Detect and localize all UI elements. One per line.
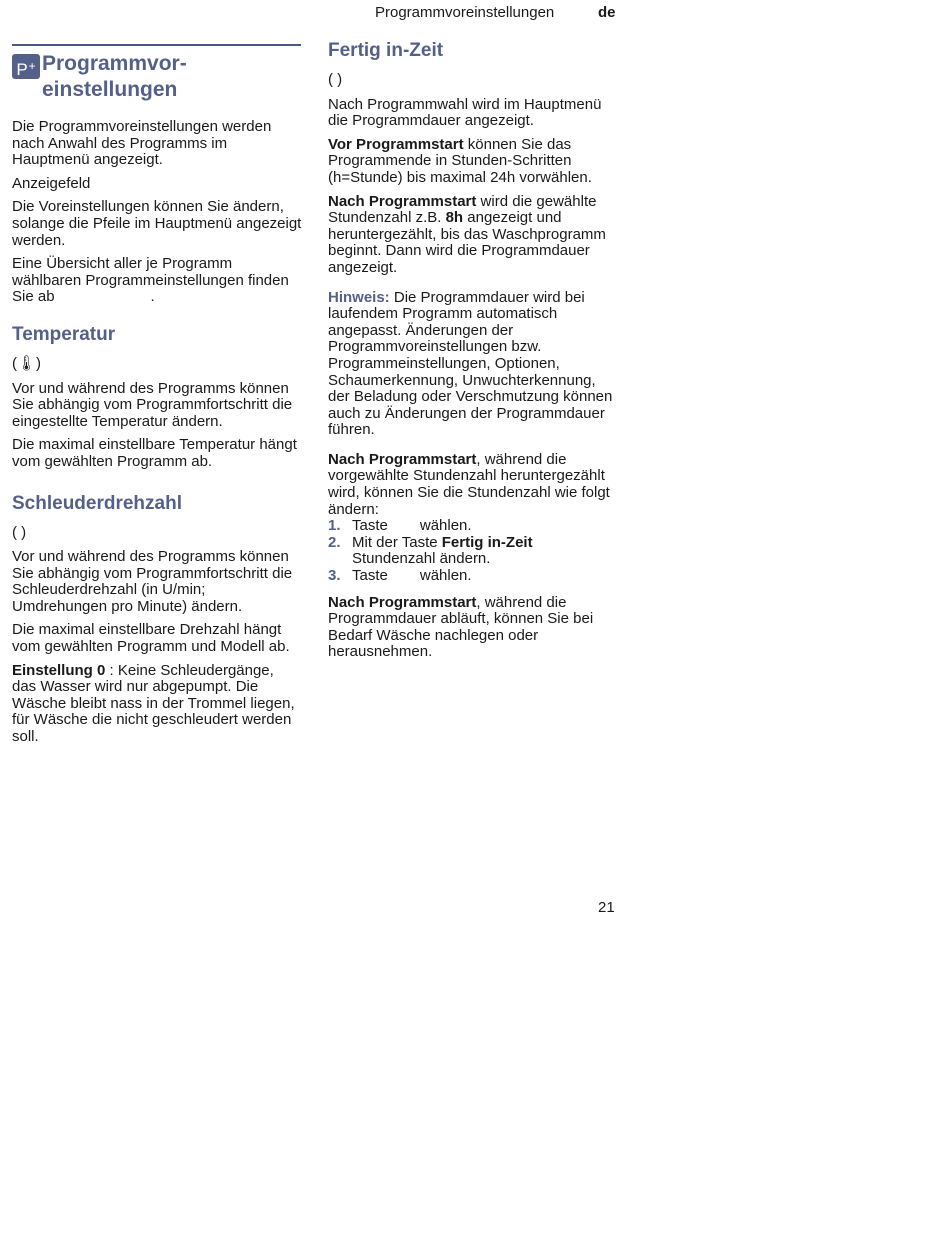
running-header <box>375 4 616 21</box>
hint-label: Hinweis: <box>328 288 390 306</box>
spin-paragraph-3 <box>12 663 302 746</box>
after-start-label: Nach Programmstart <box>328 192 477 210</box>
header-language: de <box>598 4 616 21</box>
hint-text: Die Programmdauer wird bei laufendem Programm automatisch angepasst. Änderungen der Programmvoreinstellungen bzw. Programmeinstellungen, Optionen, Schaumerkennung, Unwuchterkennung, der Beladung oder Verschmutzung können auch zu Änderungen der Programmdauer führen. <box>328 288 613 439</box>
steps-list <box>328 518 618 584</box>
before-start-label: Vor Programmstart <box>328 135 464 153</box>
step-bold: Fertig in-Zeit <box>441 533 533 551</box>
after-start-label-2: Nach Programmstart <box>328 450 477 468</box>
finish-time-symbol: ( ) <box>328 71 343 88</box>
left-column <box>12 44 302 753</box>
intro-paragraph: Die Programmvoreinstellungen werden nach Anwahl des Programms im Hauptmenü angezeigt. <box>12 118 272 169</box>
display-field-label: Anzeigefeld <box>12 174 91 192</box>
hint-paragraph <box>328 290 618 439</box>
spin-speed-symbol: ( ) <box>12 523 27 541</box>
step-number: 3. <box>328 567 341 585</box>
step-number: 1. <box>328 517 341 535</box>
page-number: 21 <box>598 899 615 916</box>
badge-letter: P <box>16 60 28 79</box>
change-paragraph: Die Voreinstellungen können Sie ändern, solange die Pfeile im Hauptmenü angezeigt werden. <box>12 198 302 249</box>
list-item <box>328 568 618 585</box>
finish-paragraph-2 <box>328 137 618 187</box>
spin-paragraph-2: Die maximal einstellbare Drehzahl hängt vom gewählten Programm und Modell ab. <box>12 621 290 656</box>
overview-end: . <box>150 288 155 306</box>
step-text: Taste <box>352 567 388 585</box>
after-start-text-2: , während die vorgewählte Stundenzahl heruntergezählt wird, können Sie die Stundenzahl wie folgt ändern: <box>328 450 610 518</box>
after-start-label-3: Nach Programmstart <box>328 593 477 611</box>
program-presets-icon <box>12 54 40 79</box>
step-text-end: wählen. <box>419 517 472 535</box>
list-item <box>328 518 618 535</box>
before-start-text: können Sie das Programmende in Stunden-Schritten (h=Stunde) bis maximal 24h vorwählen. <box>328 135 592 186</box>
after-start-text-b: angezeigt und heruntergezählt, bis das Waschprogramm beginnt. Dann wird die Programmdauer angezeigt. <box>328 209 606 276</box>
finish-paragraph-1: Nach Programmwahl wird im Hauptmenü die Programmdauer angezeigt. <box>328 95 602 130</box>
finish-paragraph-3 <box>328 194 618 277</box>
list-item <box>328 535 618 568</box>
page-title <box>12 51 302 103</box>
right-column <box>328 40 618 668</box>
badge-plus: + <box>28 59 36 73</box>
after-start-text-a: wird die gewählte Stundenzahl z.B. <box>328 192 597 227</box>
setting-zero-label: Einstellung 0 <box>12 661 106 679</box>
header-section-title: Programmvoreinstellungen <box>375 4 555 21</box>
setting-zero-text: : Keine Schleudergänge, das Wasser wird nur abgepumpt. Die Wäsche bleibt nass in der Trommel liegen, für Wäsche die nicht geschleudert werden soll. <box>12 661 295 746</box>
title-line-2: einstellungen <box>42 78 178 101</box>
spin-paragraph-1: Vor und während des Programms können Sie abhängig vom Programmfortschritt die Schleuderdrehzahl (in U/min; Umdrehungen pro Minute) ändern. <box>12 548 293 615</box>
temperature-paragraph-2: Die maximal einstellbare Temperatur hängt vom gewählten Programm ab. <box>12 436 297 470</box>
title-text <box>42 51 187 103</box>
step-text: Mit der Taste <box>352 533 442 551</box>
overview-paragraph <box>12 256 302 306</box>
step-text-end: Stundenzahl ändern. <box>352 550 491 568</box>
example-hours: 8h <box>445 209 464 227</box>
step-number: 2. <box>328 533 341 551</box>
finish-paragraph-4 <box>328 452 618 518</box>
finish-time-heading: Fertig in-Zeit <box>328 40 444 61</box>
title-line-1: Programmvor- <box>42 52 187 75</box>
title-rule <box>12 44 301 46</box>
step-text-end: wählen. <box>419 567 472 585</box>
finish-paragraph-5 <box>328 595 618 661</box>
temperature-heading: Temperatur <box>12 323 116 345</box>
temperature-paragraph-1: Vor und während des Programms können Sie abhängig vom Programmfortschritt die eingestellte Temperatur ändern. <box>12 379 293 430</box>
after-start-text-3: , während die Programmdauer abläuft, können Sie bei Bedarf Wäsche nachlegen oder herausnehmen. <box>328 593 594 661</box>
temperature-symbol: (🌡) <box>12 354 42 372</box>
spin-speed-heading: Schleuderdrehzahl <box>12 492 182 514</box>
overview-text: Eine Übersicht aller je Programm wählbaren Programmeinstellungen finden Sie ab <box>12 255 289 306</box>
step-text: Taste <box>352 517 388 535</box>
